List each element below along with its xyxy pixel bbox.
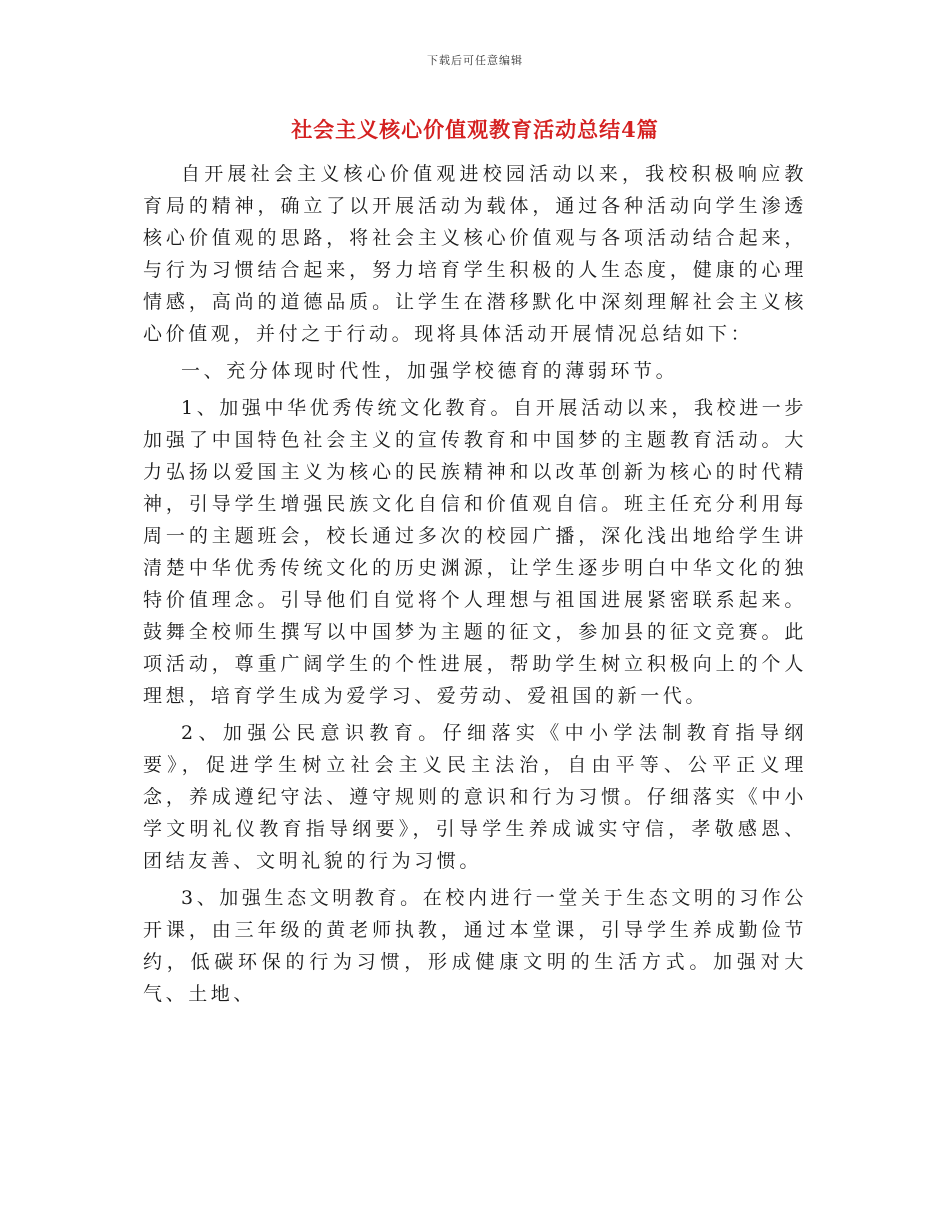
paragraph-item-2: 2、加强公民意识教育。仔细落实《中小学法制教育指导纲要》，促进学生树立社会主义民主法治，自由平等、公平正义理念，养成遵纪守法、遵守规则的意识和行为习惯。仔细落实《中小学文明礼仪教育指导纲要》，引导学生养成诚实守信，孝敬感恩、团结友善、文明礼貌的行为习惯。 [143, 722, 807, 872]
paragraph-section-heading: 一、充分体现时代性，加强学校德育的薄弱环节。 [181, 360, 679, 382]
page-header-note: 下载后可任意编辑 [427, 54, 523, 67]
paragraph-item-1: 1、加强中华优秀传统文化教育。自开展活动以来，我校进一步加强了中国特色社会主义的宣传教育和中国梦的主题教育活动。大力弘扬以爱国主义为核心的民族精神和以改革创新为核心的时代精神，引导学生增强民族文化自信和价值观自信。班主任充分利用每周一的主题班会，校长通过多次的校园广播，深化浅出地给学生讲清楚中华优秀传统文化的历史渊源，让学生逐步明白中华文化的独特价值理念。引导他们自觉将个人理想与祖国进展紧密联系起来。鼓舞全校师生撰写以中国梦为主题的征文，参加县的征文竞赛。此项活动，尊重广阔学生的个性进展，帮助学生树立积极向上的个人理想，培育学生成为爱学习、爱劳动、爱祖国的新一代。 [143, 397, 807, 707]
document-title: 社会主义核心价值观教育活动总结4篇 [291, 117, 659, 142]
document-body [143, 158, 807, 1015]
paragraph-intro: 自开展社会主义核心价值观进校园活动以来，我校积极响应教育局的精神，确立了以开展活动为载体，通过各种活动向学生渗透核心价值观的思路，将社会主义核心价值观与各项活动结合起来，与行为习惯结合起来，努力培育学生积极的人生态度，健康的心理情感，高尚的道德品质。让学生在潜移默化中深刻理解社会主义核心价值观，并付之于行动。现将具体活动开展情况总结如下： [143, 163, 807, 345]
paragraph-item-3: 3、加强生态文明教育。在校内进行一堂关于生态文明的习作公开课，由三年级的黄老师执教，通过本堂课，引导学生养成勤俭节约，低碳环保的行为习惯，形成健康文明的生活方式。加强对大气、土地、 [143, 887, 807, 1005]
